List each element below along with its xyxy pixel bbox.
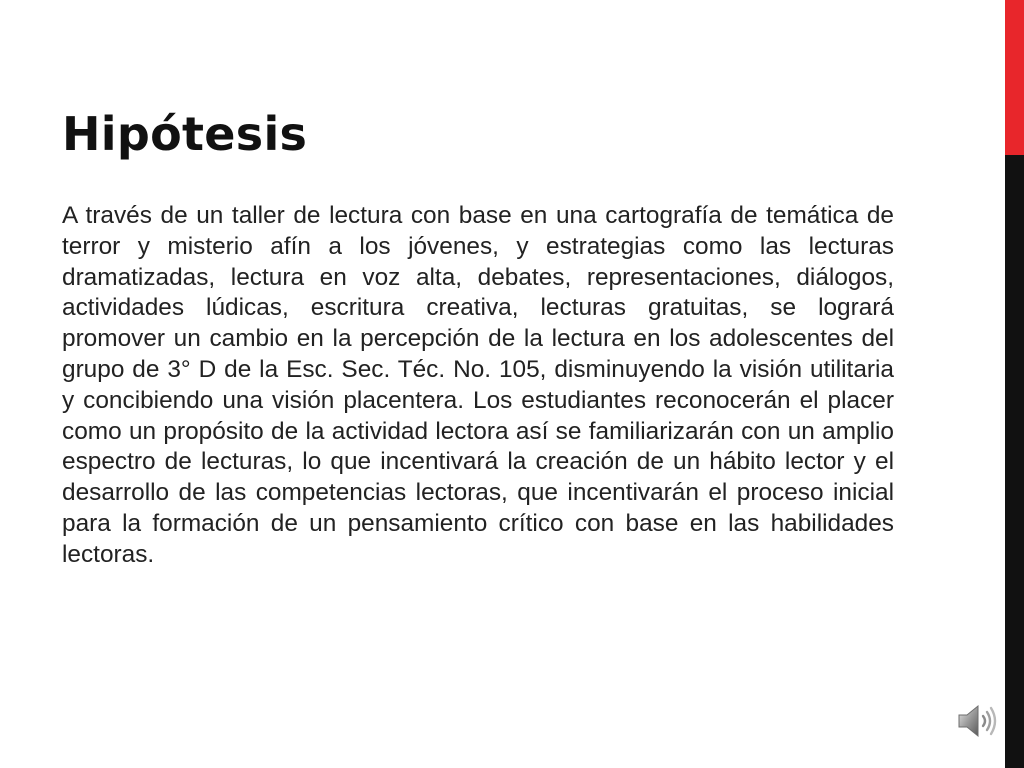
accent-bar-black (1005, 155, 1024, 768)
slide-title: Hipótesis (62, 107, 308, 161)
speaker-icon[interactable] (953, 697, 1001, 745)
accent-bar-red (1005, 0, 1024, 155)
slide-body-text: A través de un taller de lectura con base en una cartografía de temática de terror y misterio afín a los jóvenes, y estrategias como las lecturas dramatizadas, lectura en voz alta, debates, representaciones, diálogos, actividades lúdicas, escritura creativa, lecturas gratuitas, se logrará promover un cambio en la percepción de la lectura en los adolescentes del grupo de 3° D de la Esc. Sec. Téc. No. 105, disminuyendo la visión utilitaria y concibiendo una visión placentera. Los estudiantes reconocerán el placer como un propósito de la actividad lectora así se familiarizarán con un amplio espectro de lecturas, lo que incentivará la creación de un hábito lector y el desarrollo de las competencias lectoras, que incentivarán el proceso inicial para la formación de un pensamiento crítico con base en las habilidades lectoras. (62, 202, 894, 568)
